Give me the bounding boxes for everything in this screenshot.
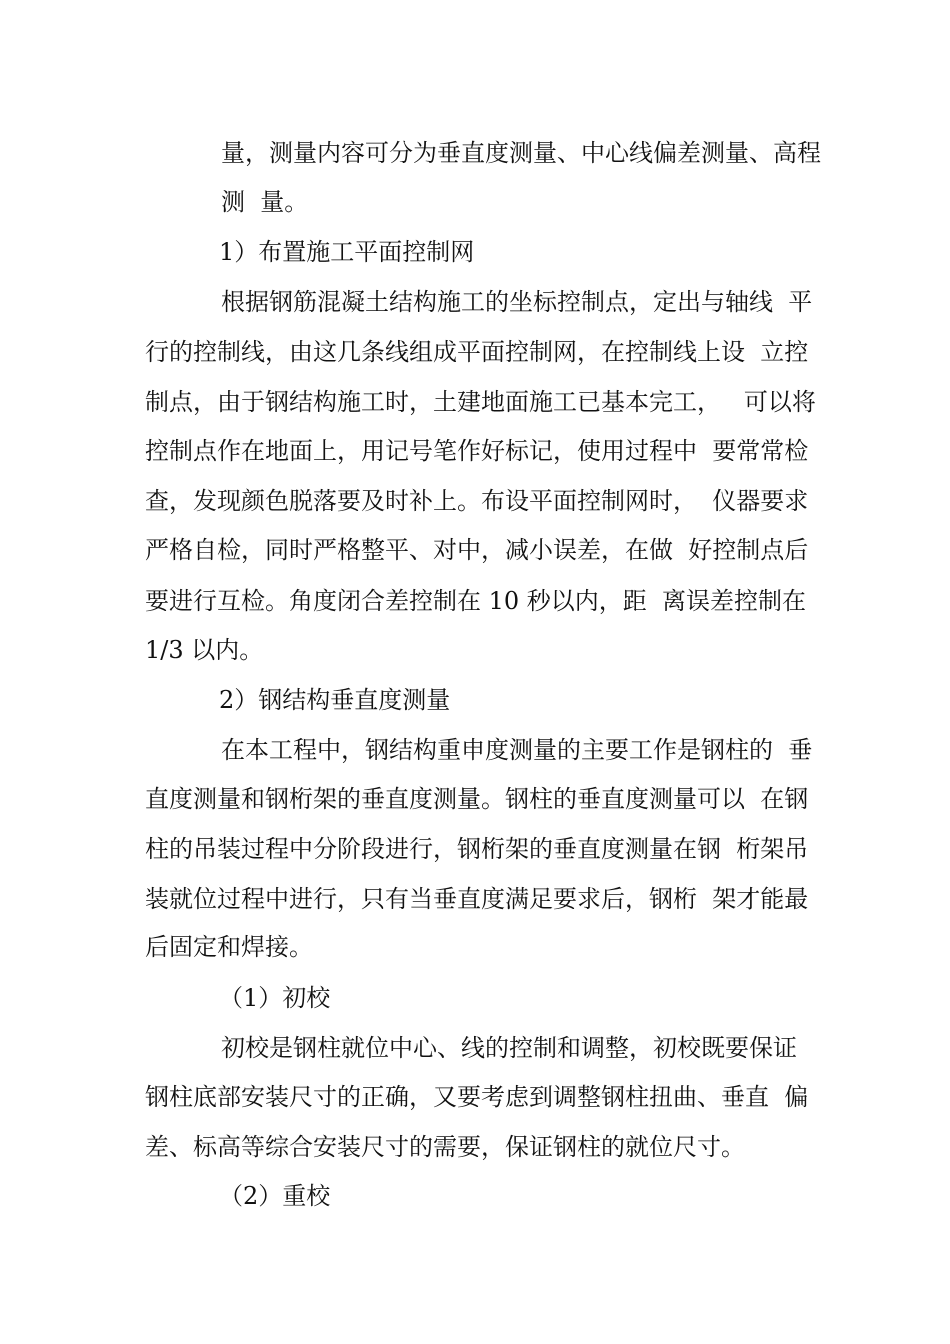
- text-line: 1/3 以内。: [145, 636, 264, 664]
- subsection-heading: （2）重校: [219, 1182, 331, 1210]
- text-line: 根据钢筋混凝土结构施工的坐标控制点，定出与轴线 平: [221, 288, 813, 316]
- text-line: 在本工程中，钢结构重申度测量的主要工作是钢柱的 垂: [221, 736, 813, 764]
- section-heading: 1）布置施工平面控制网: [219, 238, 475, 266]
- text-line: 初校是钢柱就位中心、线的控制和调整，初校既要保证: [221, 1034, 797, 1062]
- text-line: 测 量。: [221, 188, 309, 216]
- text-line: 直度测量和钢桁架的垂直度测量。钢柱的垂直度测量可以 在钢: [145, 785, 809, 813]
- section-heading: 2）钢结构垂直度测量: [219, 686, 451, 714]
- text-line: 严格自检，同时严格整平、对中，减小误差，在做 好控制点后: [145, 536, 809, 564]
- text-line: 制点，由于钢结构施工时，土建地面施工已基本完工， 可以将: [145, 388, 816, 416]
- text-line: 控制点作在地面上，用记号笔作好标记，使用过程中 要常常检: [145, 437, 809, 465]
- text-line: 差、标高等综合安装尺寸的需要，保证钢柱的就位尺寸。: [145, 1133, 745, 1161]
- text-line: 查，发现颜色脱落要及时补上。布设平面控制网时， 仪器要求: [145, 487, 809, 515]
- subsection-heading: （1）初校: [219, 984, 331, 1012]
- text-line: 装就位过程中进行，只有当垂直度满足要求后，钢桁 架才能最: [145, 885, 809, 913]
- text-line: 钢柱底部安装尺寸的正确，又要考虑到调整钢柱扭曲、垂直 偏: [145, 1083, 809, 1111]
- text-line: 柱的吊装过程中分阶段进行，钢桁架的垂直度测量在钢 桁架吊: [145, 835, 809, 863]
- text-line: 要进行互检。角度闭合差控制在 10 秒以内，距 离误差控制在: [145, 587, 807, 615]
- text-line: 量，测量内容可分为垂直度测量、中心线偏差测量、高程: [221, 139, 821, 167]
- text-line: 后固定和焊接。: [145, 933, 313, 961]
- text-line: 行的控制线，由这几条线组成平面控制网，在控制线上设 立控: [145, 338, 809, 366]
